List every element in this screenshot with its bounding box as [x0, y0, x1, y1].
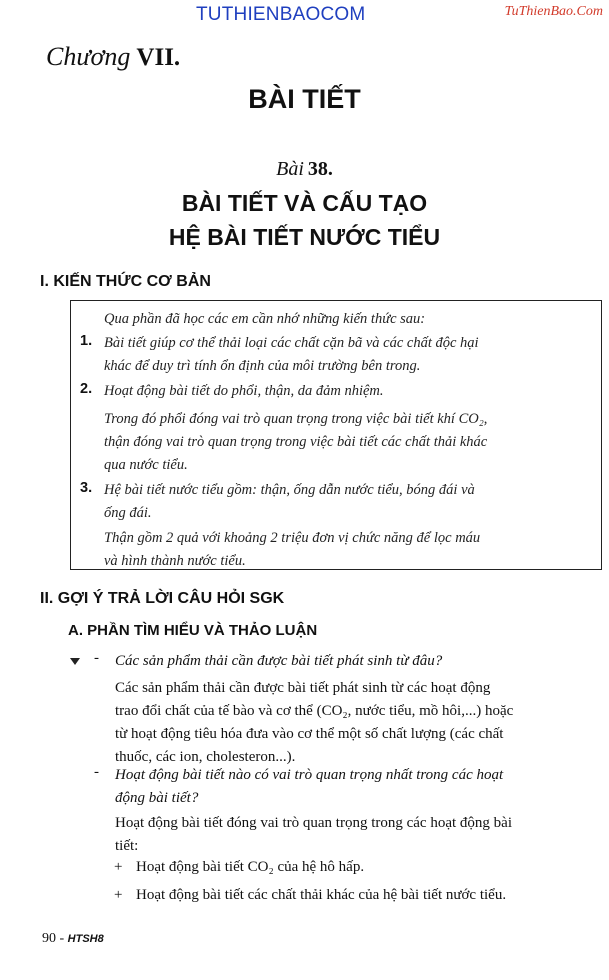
answer-line: Các sản phẩm thải cần được bài tiết phát sinh từ các hoạt động: [115, 680, 491, 696]
item-number: 1.: [80, 333, 93, 349]
box-line: và hình thành nước tiểu.: [104, 553, 246, 569]
lesson-heading: [0, 158, 609, 181]
dash-marker: -: [94, 764, 99, 780]
page-number: 90 -: [42, 931, 65, 946]
box-line: Hệ bài tiết nước tiểu gồm: thận, ống dẫn nước tiểu, bóng đái và: [104, 482, 475, 498]
lesson-word: Bài: [276, 158, 304, 180]
answer-line: từ hoạt động tiêu hóa đưa vào cơ thể một số chất lượng (các chất: [115, 726, 504, 742]
box-line: Hoạt động bài tiết do phổi, thận, da đảm nhiệm.: [104, 383, 384, 399]
page-footer: [42, 931, 104, 947]
section-heading-knowledge: I. KIẾN THỨC CƠ BẢN: [40, 273, 211, 290]
chapter-word: Chương: [46, 42, 131, 71]
section-heading-answers: II. GỢI Ý TRẢ LỜI CÂU HỎI SGK: [40, 590, 285, 607]
question-text: Hoạt động bài tiết nào có vai trò quan trọng nhất trong các hoạt: [115, 767, 504, 783]
triangle-marker-icon: [70, 658, 80, 665]
part-title: BÀI TIẾT: [248, 84, 361, 114]
chapter-heading: [46, 42, 180, 72]
answer-line: trao đổi chất của tế bào và cơ thể (CO₂, nước tiểu, mồ hôi,...) hoặc: [115, 703, 514, 719]
lesson-title-line: HỆ BÀI TIẾT NƯỚC TIỂU: [168, 224, 441, 250]
plus-marker: +: [114, 887, 123, 903]
box-line: qua nước tiểu.: [104, 457, 188, 473]
question-text: động bài tiết?: [115, 790, 199, 806]
answer-line: Hoạt động bài tiết đóng vai trò quan trọng trong các hoạt động bài: [115, 815, 512, 831]
plus-marker: +: [114, 859, 123, 875]
lesson-number: 38.: [307, 158, 333, 180]
book-code: HTSH8: [67, 933, 104, 945]
box-line: Bài tiết giúp cơ thể thải loại các chất cặn bã và các chất độc hại: [104, 335, 479, 351]
bullet-text: Hoạt động bài tiết CO₂ của hệ hô hấp.: [136, 859, 365, 875]
item-number: 3.: [80, 480, 93, 496]
chapter-number: VII.: [136, 44, 181, 71]
question-text: Các sản phẩm thải cần được bài tiết phát sinh từ đâu?: [115, 653, 443, 669]
bullet-text: Hoạt động bài tiết các chất thải khác của hệ bài tiết nước tiểu.: [136, 887, 507, 903]
box-line: khác để duy trì tính ổn định của môi trường bên trong.: [104, 358, 421, 374]
lesson-title-line: BÀI TIẾT VÀ CẤU TẠO: [181, 190, 428, 216]
box-line: thận đóng vai trò quan trọng trong việc bài tiết các chất thải khác: [104, 434, 488, 450]
item-number: 2.: [80, 381, 93, 397]
dash-marker: -: [94, 650, 99, 666]
answer-line: thuốc, các ion, cholesteron...).: [115, 749, 296, 765]
box-line: Thận gồm 2 quả với khoảng 2 triệu đơn vị chức năng để lọc máu: [104, 530, 481, 546]
box-line: Trong đó phổi đóng vai trò quan trọng trong việc bài tiết khí CO₂,: [104, 411, 488, 427]
lesson-title: [0, 186, 609, 254]
watermark-logo: TuThienBao.Com: [504, 4, 603, 19]
answer-line: tiết:: [115, 838, 139, 854]
box-line: ống đái.: [104, 505, 152, 521]
box-intro: Qua phần đã học các em cần nhớ những kiến thức sau:: [104, 311, 426, 327]
subsection-heading: A. PHẦN TÌM HIỂU VÀ THẢO LUẬN: [68, 622, 318, 639]
watermark: TUTHIENBAOCOM: [196, 4, 366, 25]
